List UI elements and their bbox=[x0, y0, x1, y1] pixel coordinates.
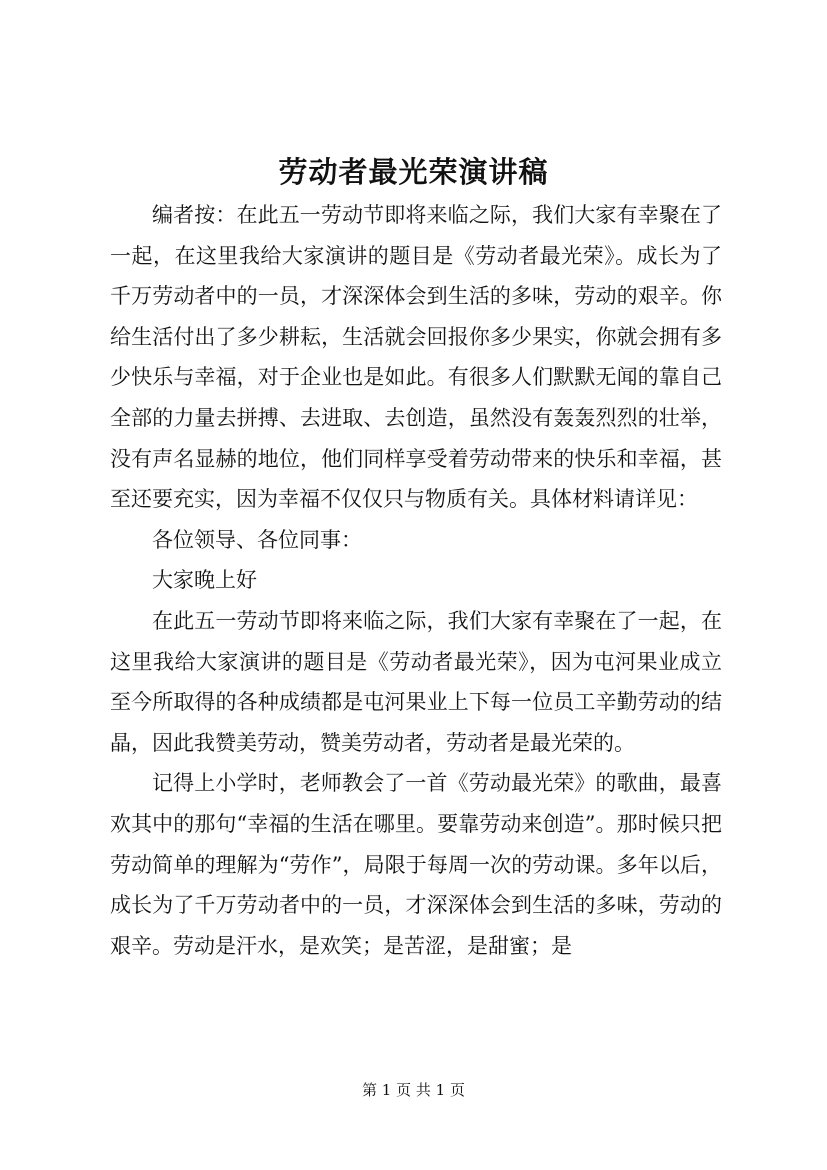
document-title: 劳动者最光荣演讲稿 bbox=[278, 155, 549, 189]
page-footer: 第 1 页 共 1 页 bbox=[362, 1081, 465, 1099]
paragraph-memory: 记得上小学时，老师教会了一首《劳动最光荣》的歌曲，最喜欢其中的那句“幸福的生活在哪里。要靠劳动来创造”。那时候只把劳动简单的理解为“劳作”，局限于每周一次的劳动课。多年以后，成长为了千万劳动者中的一员，才深深体会到生活的多味，劳动的艰辛。劳动是汗水，是欢笑；是苦涩，是甜蜜；是 bbox=[110, 771, 722, 958]
paragraph-salutation: 各位领导、各位同事： bbox=[152, 527, 362, 552]
paragraph-greeting: 大家晚上好 bbox=[152, 568, 257, 593]
paragraph-editor-note: 编者按：在此五一劳动节即将来临之际，我们大家有幸聚在了一起，在这里我给大家演讲的题目是《劳动者最光荣》。成长为了千万劳动者中的一员，才深深体会到生活的多味，劳动的艰辛。你给生活付出了多少耕耘，生活就会回报你多少果实，你就会拥有多少快乐与幸福，对于企业也是如此。有很多人们默默无闻的靠自己全部的力量去拼搏、去进取、去创造，虽然没有轰轰烈烈的壮举，没有声名显赫的地位，他们同样享受着劳动带来的快乐和幸福，甚至还要充实，因为幸福不仅仅只与物质有关。具体材料请详见： bbox=[110, 203, 722, 512]
paragraph-intro: 在此五一劳动节即将来临之际，我们大家有幸聚在了一起，在这里我给大家演讲的题目是《劳动者最光荣》，因为屯河果业成立至今所取得的各种成绩都是屯河果业上下每一位员工辛勤劳动的结晶，因此我赞美劳动，赞美劳动者，劳动者是最光荣的。 bbox=[110, 608, 722, 755]
document-body bbox=[110, 195, 722, 966]
